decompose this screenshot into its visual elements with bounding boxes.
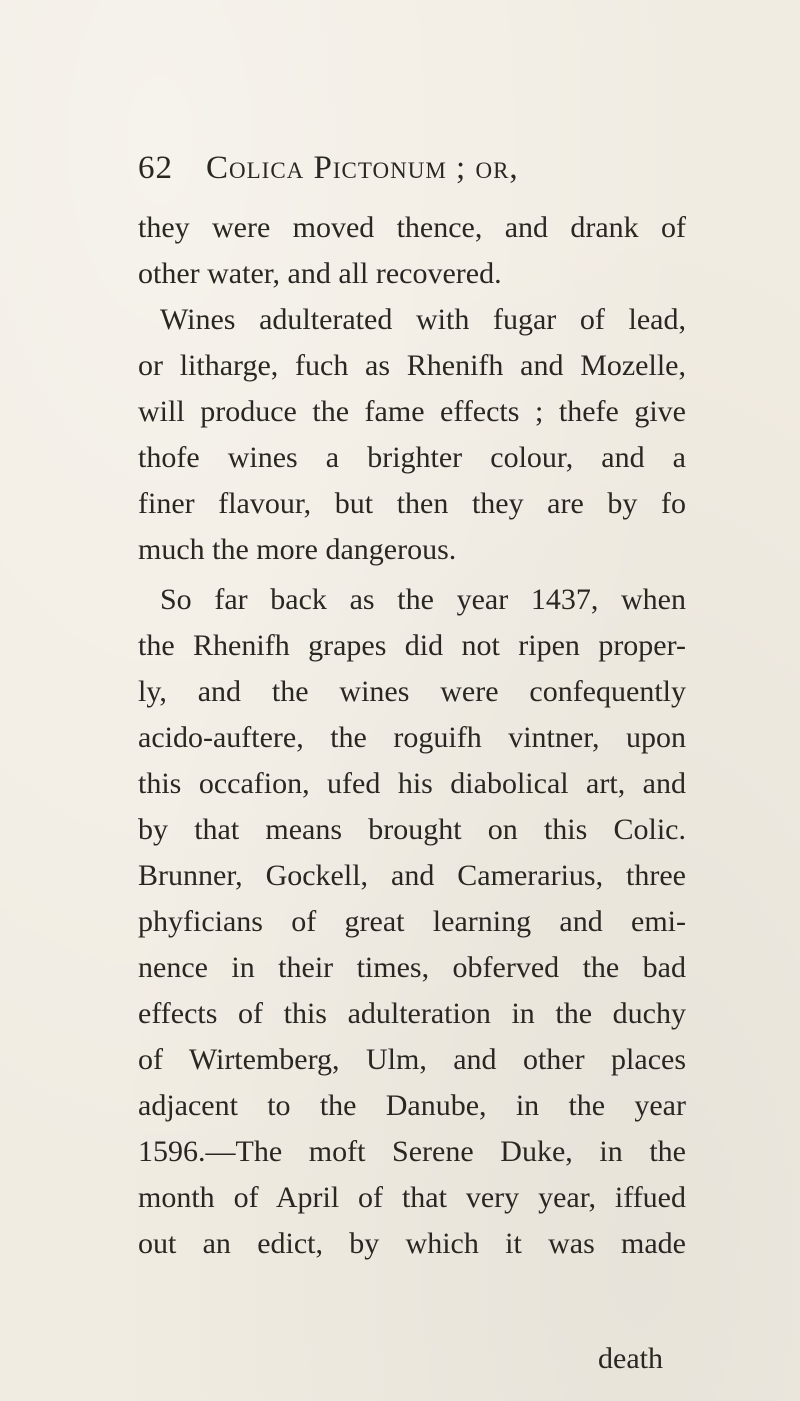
text-line: phyficians of great learning and emi-	[138, 905, 686, 938]
text-line: Brunner, Gockell, and Camerarius, three	[138, 859, 686, 892]
text-line: effects of this adulteration in the duchy	[138, 997, 686, 1030]
text-line: month of April of that very year, iffued	[138, 1181, 686, 1214]
page-header	[138, 150, 698, 200]
text-line: out an edict, by which it was made	[138, 1227, 686, 1260]
text-line: adjacent to the Danube, in the year	[138, 1089, 686, 1122]
text-line: thofe wines a brighter colour, and a	[138, 441, 686, 474]
text-line: this occafion, ufed his diabolical art, and	[138, 767, 686, 800]
text-line: the Rhenifh grapes did not ripen proper-	[138, 629, 686, 662]
text-line: of Wirtemberg, Ulm, and other places	[138, 1043, 686, 1076]
text-line: 1596.—The moft Serene Duke, in the	[138, 1135, 686, 1168]
text-line: will produce the fame effects ; thefe give	[138, 395, 686, 428]
text-line: nence in their times, obferved the bad	[138, 951, 686, 984]
catchword: death	[598, 1342, 663, 1375]
text-line: other water, and all recovered.	[138, 257, 502, 290]
text-line: much the more dangerous.	[138, 533, 457, 566]
text-line: they were moved thence, and drank of	[138, 211, 686, 244]
text-line: ly, and the wines were confequently	[138, 675, 686, 708]
text-line: acido-auftere, the roguifh vintner, upon	[138, 721, 686, 754]
running-title: Colica Pictonum ; or,	[206, 150, 519, 186]
text-line: Wines adulterated with fugar of lead,	[160, 303, 686, 336]
text-line: by that means brought on this Colic.	[138, 813, 686, 846]
text-line: So far back as the year 1437, when	[160, 583, 686, 616]
text-line: finer flavour, but then they are by fo	[138, 487, 686, 520]
page-number: 62	[138, 150, 173, 186]
text-line: or litharge, fuch as Rhenifh and Mozelle,	[138, 349, 686, 382]
